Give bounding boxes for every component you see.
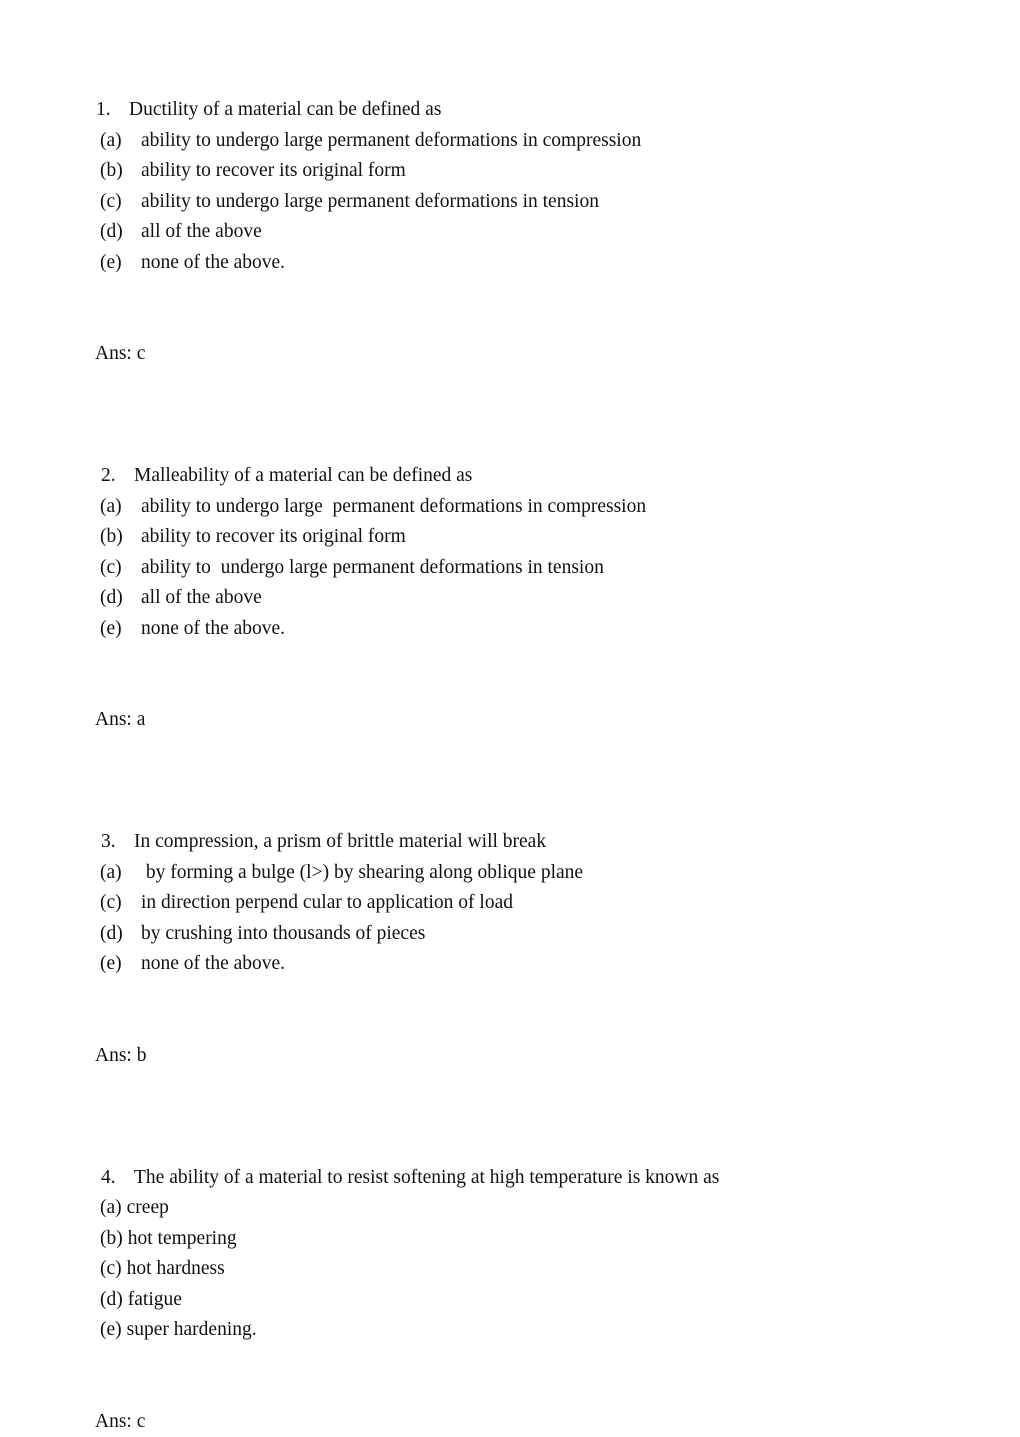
option-label: (a) — [100, 858, 141, 889]
option — [0, 553, 1020, 584]
option-label: (a) — [100, 492, 141, 523]
option-text: none of the above. — [141, 949, 285, 980]
option-label: (d) — [100, 1285, 123, 1316]
answer: Ans: c — [0, 339, 1020, 370]
question-4 — [0, 1163, 1020, 1194]
option-text: ability to undergo large permanent deformations in compression — [141, 126, 641, 157]
option — [0, 583, 1020, 614]
question-1 — [0, 95, 1020, 126]
option — [0, 949, 1020, 980]
option — [0, 1285, 1020, 1316]
option-text: super hardening. — [127, 1315, 257, 1346]
option-label: (c) — [100, 553, 141, 584]
option-label: (c) — [100, 888, 141, 919]
option — [0, 1254, 1020, 1285]
option-text: all of the above — [141, 217, 262, 248]
option — [0, 522, 1020, 553]
option — [0, 919, 1020, 950]
option-text: by forming a bulge (l>) by shearing along oblique plane — [141, 858, 583, 889]
option-label: (d) — [100, 583, 141, 614]
option-label: (d) — [100, 919, 141, 950]
option-label: (c) — [100, 187, 141, 218]
option — [0, 217, 1020, 248]
answer: Ans: a — [0, 705, 1020, 736]
option — [0, 156, 1020, 187]
question-text: Malleability of a material can be defined as — [134, 461, 472, 492]
option-text: ability to undergo large permanent deformations in compression — [141, 492, 646, 523]
option-label: (c) — [100, 1254, 122, 1285]
question-text: Ductility of a material can be defined as — [129, 95, 441, 126]
option-text: hot tempering — [128, 1224, 237, 1255]
option-label: (b) — [100, 1224, 123, 1255]
question-number: 4. — [101, 1163, 134, 1194]
answer: Ans: c — [0, 1407, 1020, 1437]
option-text: ability to undergo large permanent deformations in tension — [141, 553, 604, 584]
question-text: In compression, a prism of brittle material will break — [134, 827, 546, 858]
option — [0, 187, 1020, 218]
option — [0, 858, 1020, 889]
option-text: creep — [127, 1193, 169, 1224]
option-label: (b) — [100, 156, 141, 187]
option-label: (e) — [100, 1315, 122, 1346]
option-text: ability to recover its original form — [141, 156, 406, 187]
option-label: (d) — [100, 217, 141, 248]
option-text: in direction perpend cular to application of load — [141, 888, 513, 919]
option-label: (a) — [100, 1193, 122, 1224]
option-label: (b) — [100, 522, 141, 553]
option-text: ability to undergo large permanent deformations in tension — [141, 187, 599, 218]
option-label: (e) — [100, 614, 141, 645]
option-text: ability to recover its original form — [141, 522, 406, 553]
question-number: 3. — [101, 827, 134, 858]
question-3 — [0, 827, 1020, 858]
option — [0, 1193, 1020, 1224]
option — [0, 888, 1020, 919]
option — [0, 1224, 1020, 1255]
option — [0, 248, 1020, 279]
question-2 — [0, 461, 1020, 492]
option — [0, 126, 1020, 157]
answer: Ans: b — [0, 1041, 1020, 1072]
option-text: fatigue — [128, 1285, 182, 1316]
question-number: 2. — [101, 461, 134, 492]
option-label: (e) — [100, 248, 141, 279]
option — [0, 492, 1020, 523]
option-label: (e) — [100, 949, 141, 980]
question-text: The ability of a material to resist softening at high temperature is known as — [134, 1163, 719, 1194]
option-text: by crushing into thousands of pieces — [141, 919, 425, 950]
option-text: none of the above. — [141, 248, 285, 279]
option-label: (a) — [100, 126, 141, 157]
option-text: hot hardness — [127, 1254, 225, 1285]
question-number: 1. — [96, 95, 129, 126]
option-text: none of the above. — [141, 614, 285, 645]
option — [0, 614, 1020, 645]
option-text: all of the above — [141, 583, 262, 614]
